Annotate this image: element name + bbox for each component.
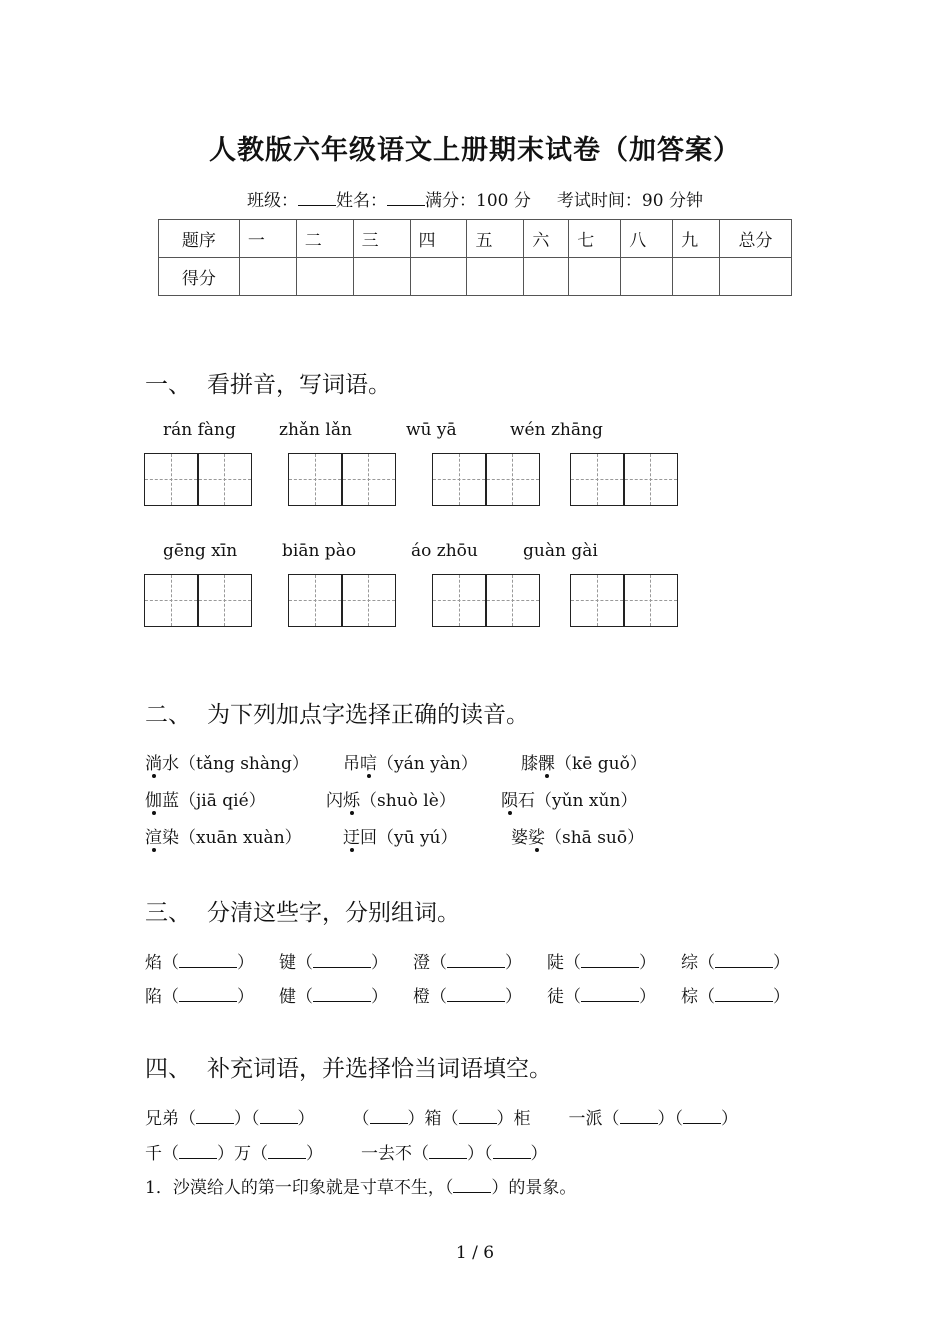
answer-blank[interactable] [447,987,505,1002]
page-title: 人教版六年级语文上册期末试卷（加答案） [209,135,741,166]
score-header-cell: 总分 [720,220,792,258]
reading-item [521,749,647,774]
score-cell[interactable] [524,258,569,296]
char: 澄 [413,953,430,973]
answer-blank[interactable] [581,953,639,968]
reading-options[interactable]: （yū yú） [377,828,458,848]
char: 陷 [145,987,162,1007]
writing-grid[interactable] [288,453,396,506]
score-cell[interactable] [296,258,353,296]
score-header-cell: 二 [296,220,353,258]
word-part: 膝 [521,754,538,774]
reading-options[interactable]: （kē guǒ） [555,754,647,774]
word-part: 蓝 [162,791,179,811]
answer-blank[interactable] [268,1144,306,1159]
dotted-char: 陨 [501,786,518,811]
page-number: 1 / 6 [455,1243,495,1263]
question-1: 1．沙漠给人的第一印象就是寸草不生，（ ）的景象。 [145,1178,577,1198]
writing-grid[interactable] [288,574,396,627]
section1-number: 一、 [145,372,191,398]
reading-options[interactable]: （yǔn xǔn） [535,791,638,811]
char: 焰 [145,953,162,973]
name-label: 姓名： [336,191,388,211]
writing-grid[interactable] [432,453,540,506]
word-part: 水 [162,754,179,774]
section4-number: 四、 [145,1056,191,1082]
pinyin: wén zhāng [510,420,603,440]
char: 综 [681,953,698,973]
char: 徒 [547,987,564,1007]
dotted-char: 渲 [145,823,162,848]
section4-title: 补充词语，并选择恰当词语填空。 [207,1056,552,1082]
reading-options[interactable]: （shā suō） [545,828,645,848]
score-table-header-row [159,220,792,258]
answer-blank[interactable] [581,987,639,1002]
writing-grid[interactable] [144,453,252,506]
name-blank[interactable] [387,191,425,206]
pinyin: rán fàng [163,420,236,440]
reading-item [511,823,644,848]
char: 健 [279,987,296,1007]
score-cell[interactable] [569,258,621,296]
word-part: 石 [518,791,535,811]
answer-blank[interactable] [179,953,237,968]
word-blank-item: 徒（ ） [547,987,656,1007]
class-blank[interactable] [298,191,336,206]
exam-time: 考试时间：90 分钟 [556,191,703,211]
reading-item [326,786,456,811]
score-cell[interactable] [353,258,410,296]
answer-blank[interactable] [179,1144,217,1159]
word-part: 回 [360,828,377,848]
word-part: 闪 [326,791,343,811]
answer-blank[interactable] [715,987,773,1002]
pinyin: zhǎn lǎn [279,420,352,440]
answer-blank[interactable] [313,987,371,1002]
score-table-score-row [159,258,792,296]
score-cell[interactable] [239,258,296,296]
word-blank-item: 陷（ ） [145,987,254,1007]
answer-blank[interactable] [683,1109,721,1124]
score-header-cell: 五 [467,220,524,258]
word-blank-item: 综（ ） [681,953,790,973]
char: 键 [279,953,296,973]
dotted-char: 唁 [360,749,377,774]
answer-blank[interactable] [179,987,237,1002]
reading-item [145,823,302,848]
reading-options[interactable]: （tǎng shàng） [179,754,309,774]
word-blank-item: 棕（ ） [681,987,790,1007]
score-header-cell: 一 [239,220,296,258]
dotted-char: 烁 [343,786,360,811]
answer-blank[interactable] [260,1109,298,1124]
answer-blank[interactable] [493,1144,531,1159]
word-blank-item: 键（ ） [279,953,388,973]
word-blank-item: 橙（ ） [413,987,522,1007]
reading-options[interactable]: （shuò lè） [360,791,456,811]
section3-title: 分清这些字，分别组词。 [207,900,460,926]
score-cell[interactable] [467,258,524,296]
answer-blank[interactable] [453,1178,491,1193]
section1-heading [145,366,391,399]
idiom-line-2: 千（ ）万（ ） 一去不（ ）（ ） [145,1144,548,1164]
word-blank-item: 健（ ） [279,987,388,1007]
section2-heading [145,696,529,729]
score-table [158,219,792,296]
pinyin: áo zhōu [411,541,478,561]
section3-number: 三、 [145,900,191,926]
class-label: 班级： [247,191,299,211]
idiom-line-1: 兄弟（ ）（ ） （ ）箱（ ）柜 一派（ ）（ ） [145,1109,738,1129]
word-blank-item: 澄（ ） [413,953,522,973]
section2-title: 为下列加点字选择正确的读音。 [207,702,529,728]
dotted-char: 淌 [145,749,162,774]
score-header-cell: 三 [353,220,410,258]
word-blank-item: 陡（ ） [547,953,656,973]
reading-item [145,786,266,811]
word-part: 婆 [511,828,528,848]
writing-grid[interactable] [570,453,678,506]
dotted-char: 娑 [528,823,545,848]
pinyin: biān pào [282,541,357,561]
answer-blank[interactable] [620,1109,658,1124]
reading-item [343,823,458,848]
word-part: 吊 [343,754,360,774]
answer-blank[interactable] [459,1109,497,1124]
score-cell[interactable] [673,258,720,296]
score-header-cell: 六 [524,220,569,258]
pinyin: wū yā [406,420,457,440]
writing-grid[interactable] [144,574,252,627]
section3-heading [145,894,460,927]
score-header-cell: 题序 [159,220,240,258]
dotted-char: 迂 [343,823,360,848]
answer-blank[interactable] [196,1109,234,1124]
score-header-cell: 四 [410,220,467,258]
pinyin: guàn gài [523,541,598,561]
char: 橙 [413,987,430,1007]
reading-item [501,786,637,811]
reading-options[interactable]: （jiā qié） [179,791,266,811]
word-part: 染 [162,828,179,848]
writing-grid[interactable] [432,574,540,627]
section1-title: 看拼音，写词语。 [207,372,391,398]
score-header-cell: 八 [621,220,673,258]
reading-options[interactable]: （xuān xuàn） [179,828,302,848]
word-blank-item: 焰（ ） [145,953,254,973]
exam-info [0,186,950,211]
answer-blank[interactable] [715,953,773,968]
score-cell[interactable] [720,258,792,296]
answer-blank[interactable] [313,953,371,968]
answer-blank[interactable] [370,1109,408,1124]
answer-blank[interactable] [429,1144,467,1159]
reading-item [145,749,309,774]
dotted-char: 髁 [538,749,555,774]
pinyin: gēng xīn [163,541,238,561]
dotted-char: 伽 [145,786,162,811]
section2-number: 二、 [145,702,191,728]
score-cell[interactable] [410,258,467,296]
full-score: 满分：100 分 [425,191,531,211]
reading-options[interactable]: （yán yàn） [377,754,478,774]
char: 棕 [681,987,698,1007]
section4-heading [145,1050,552,1083]
score-header-cell: 七 [569,220,621,258]
score-row-label: 得分 [159,258,240,296]
reading-item [343,749,478,774]
score-header-cell: 九 [673,220,720,258]
answer-blank[interactable] [447,953,505,968]
score-cell[interactable] [621,258,673,296]
writing-grid[interactable] [570,574,678,627]
char: 陡 [547,953,564,973]
